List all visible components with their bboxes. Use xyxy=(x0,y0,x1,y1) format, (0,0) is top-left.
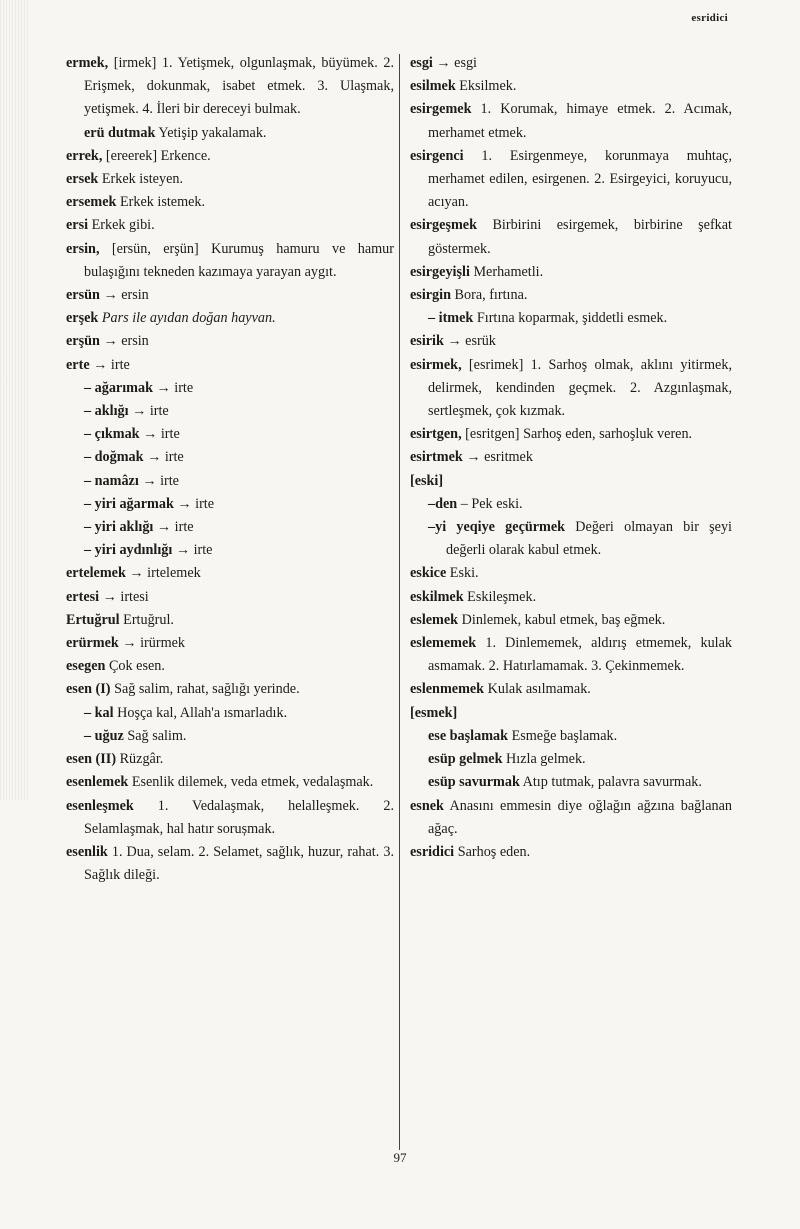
dictionary-subentry xyxy=(410,725,732,748)
definition: → irte xyxy=(138,472,179,489)
definition: → irte xyxy=(173,495,215,512)
definition: → irte xyxy=(89,356,130,373)
headword: esirtmek xyxy=(410,449,463,466)
headword: – aklığı xyxy=(84,403,129,420)
headword: esen (I) xyxy=(66,681,111,698)
definition: → irte xyxy=(153,519,194,536)
dictionary-entry xyxy=(66,191,394,214)
definition: Kulak asılmamak. xyxy=(484,681,591,698)
definition: Ertuğrul. xyxy=(119,611,174,628)
definition: Sağ salim, rahat, sağlığı yerinde. xyxy=(110,681,300,698)
dictionary-entry xyxy=(410,586,732,609)
definition: Çok esen. xyxy=(105,658,165,675)
scan-edge-shading xyxy=(0,0,30,800)
dictionary-entry xyxy=(66,655,394,678)
headword: ersi xyxy=(66,217,89,234)
headword: – yiri ağarmak xyxy=(84,495,174,512)
headword: – yiri aklığı xyxy=(84,519,154,536)
definition: Fırtına koparmak, şiddetli esmek. xyxy=(473,310,668,327)
dictionary-entry xyxy=(410,52,732,75)
headword: esirgenci xyxy=(410,147,464,164)
dictionary-subentry xyxy=(66,446,394,469)
definition: Bora, fırtına. xyxy=(450,287,528,304)
dictionary-entry xyxy=(410,145,732,215)
definition: Erkek gibi. xyxy=(88,217,155,234)
dictionary-subentry xyxy=(66,377,394,400)
dictionary-entry xyxy=(66,795,394,841)
definition: 1. Esirgenmeye, korunmaya muhtaç, merhamet edilen, esirgenen. 2. Esirgeyici, koruyucu, acıyan. xyxy=(428,147,732,211)
dictionary-entry xyxy=(66,609,394,632)
definition: → ersin xyxy=(99,333,149,350)
headword: esegen xyxy=(66,658,106,675)
definition: Yetişip yakalamak. xyxy=(155,124,267,141)
definition: [ersün, erşün] Kurumuş hamuru ve hamur bulaşığını tekneden kazımaya yarayan aygıt. xyxy=(84,240,394,280)
dictionary-entry xyxy=(66,354,394,377)
headword: ermek, xyxy=(66,55,109,71)
dictionary-entry xyxy=(66,238,394,284)
definition: Anasını emmesin diye oğlağın ağzına bağlanan ağaç. xyxy=(428,797,732,837)
dictionary-entry xyxy=(410,470,732,493)
dictionary-entry xyxy=(66,52,394,122)
dictionary-subentry xyxy=(66,702,394,725)
definition: Merhametli. xyxy=(469,263,544,280)
headword: erte xyxy=(66,356,90,373)
headword: esirik xyxy=(410,333,444,350)
running-head: esridici xyxy=(691,12,728,24)
dictionary-entry xyxy=(410,75,732,98)
definition: → esrük xyxy=(443,333,496,350)
headword: ertesi xyxy=(66,588,100,605)
headword: errek, xyxy=(66,147,103,164)
headword: – çıkmak xyxy=(84,426,140,443)
definition: Esmeğe başlamak. xyxy=(508,727,618,744)
definition: Pars ile ayıdan doğan hayvan. xyxy=(98,310,276,327)
dictionary-entry xyxy=(66,145,394,168)
headword: esirgin xyxy=(410,287,451,304)
dictionary-subentry xyxy=(410,307,732,330)
headword: ersin, xyxy=(66,240,100,257)
definition: Birbirini esirgemek, birbirine şefkat göstermek. xyxy=(428,217,732,257)
dictionary-entry xyxy=(410,678,732,701)
headword: ersemek xyxy=(66,194,117,211)
headword: ersün xyxy=(66,287,100,304)
headword: eslenmemek xyxy=(410,681,485,698)
headword: esenlemek xyxy=(66,774,129,791)
dictionary-subentry xyxy=(66,493,394,516)
headword: –den xyxy=(428,495,458,512)
dictionary-entry xyxy=(66,748,394,771)
headword: ersek xyxy=(66,171,99,188)
headword: –yi yeqiye geçürmek xyxy=(428,519,566,536)
headword: eslemek xyxy=(410,611,459,628)
headword: – kal xyxy=(84,704,114,721)
headword: – itmek xyxy=(428,310,474,327)
definition: [esrimek] 1. Sarhoş olmak, aklını yitirmek, delirmek, kendinden geçmek. 2. Azgınlaşmak, sertleşmek, çok kızmak. xyxy=(428,356,732,420)
headword: esridici xyxy=(410,843,455,860)
headword: esirtgen, xyxy=(410,426,462,443)
dictionary-entry xyxy=(66,168,394,191)
dictionary-entry xyxy=(410,841,732,864)
dictionary-entry xyxy=(410,261,732,284)
definition: → esgi xyxy=(432,55,477,71)
dictionary-entry xyxy=(66,841,394,887)
definition: → irte xyxy=(172,542,213,559)
headword: ese başlamak xyxy=(428,727,509,744)
definition: Hızla gelmek. xyxy=(502,751,586,768)
dictionary-entry xyxy=(410,562,732,585)
dictionary-entry xyxy=(66,214,394,237)
dictionary-entry xyxy=(66,586,394,609)
definition: – Pek eski. xyxy=(457,495,523,512)
definition: Eski. xyxy=(446,565,479,582)
definition: Rüzgâr. xyxy=(116,751,164,768)
definition: Erkek isteyen. xyxy=(98,171,184,188)
definition: Sarhoş eden. xyxy=(454,843,531,860)
headword: esüp gelmek xyxy=(428,751,503,768)
headword: eskilmek xyxy=(410,588,464,605)
headword: esirgemek xyxy=(410,101,472,118)
definition: → irtelemek xyxy=(125,565,201,582)
dictionary-entry xyxy=(410,423,732,446)
dictionary-entry xyxy=(66,307,394,330)
headword: [esmek] xyxy=(410,704,458,721)
dictionary-subentry xyxy=(66,400,394,423)
dictionary-subentry xyxy=(66,725,394,748)
dictionary-entry xyxy=(410,702,732,725)
headword: erü dutmak xyxy=(84,124,156,141)
definition: 1. Dinlememek, aldırış etmemek, kulak asmamak. 2. Hatırlamamak. 3. Çekinmemek. xyxy=(428,635,732,675)
headword: erürmek xyxy=(66,635,119,652)
headword: – yiri aydınlığı xyxy=(84,542,173,559)
definition: → irtesi xyxy=(99,588,149,605)
headword: esenlik xyxy=(66,843,108,860)
dictionary-entry xyxy=(66,562,394,585)
headword: esenleşmek xyxy=(66,797,134,814)
dictionary-entry xyxy=(66,678,394,701)
dictionary-entry xyxy=(66,330,394,353)
definition: → irürmek xyxy=(118,635,185,652)
dictionary-entry xyxy=(410,214,732,260)
dictionary-entry xyxy=(410,795,732,841)
dictionary-subentry xyxy=(410,771,732,794)
headword: eslememek xyxy=(410,635,477,652)
headword: erşek xyxy=(66,310,99,327)
dictionary-entry xyxy=(410,446,732,469)
dictionary-subentry xyxy=(66,423,394,446)
definition: 1. Korumak, himaye etmek. 2. Acımak, merhamet etmek. xyxy=(428,101,732,141)
headword: – namâzı xyxy=(84,472,139,489)
headword: – uğuz xyxy=(84,727,124,744)
dictionary-entry xyxy=(410,284,732,307)
headword: [eski] xyxy=(410,472,444,489)
definition: → esritmek xyxy=(462,449,533,466)
dictionary-subentry xyxy=(410,748,732,771)
page-number: 97 xyxy=(393,1150,407,1165)
definition: → irte xyxy=(128,403,169,420)
definition: 1. Vedalaşmak, helalleşmek. 2. Selamlaşmak, hal hatır sorușmak. xyxy=(84,797,394,837)
definition: Dinlemek, kabul etmek, baş eğmek. xyxy=(458,611,666,628)
definition: [ereerek] Erkence. xyxy=(102,147,211,164)
dictionary-subentry xyxy=(410,493,732,516)
definition: Sağ salim. xyxy=(123,727,187,744)
dictionary-entry xyxy=(410,354,732,424)
definition: Eksilmek. xyxy=(455,78,517,95)
definition: Erkek istemek. xyxy=(116,194,206,211)
dictionary-subentry xyxy=(66,516,394,539)
headword: esirgeyişli xyxy=(410,263,470,280)
definition: Esenlik dilemek, veda etmek, vedalaşmak. xyxy=(128,774,374,791)
dictionary-subentry xyxy=(66,470,394,493)
dictionary-entry xyxy=(410,330,732,353)
headword: esüp savurmak xyxy=(428,774,520,791)
headword: ertelemek xyxy=(66,565,126,582)
definition: → ersin xyxy=(99,287,149,304)
definition: [esritgen] Sarhoş eden, sarhoşluk veren. xyxy=(461,426,693,443)
definition: [irmek] 1. Yetişmek, olgunlaşmak, büyümek. 2. Erişmek, dokunmak, isabet etmek. 3. Ulaşmak, yetişmek. 4. İleri bir dereceyi bulmak. xyxy=(84,55,394,118)
left-column xyxy=(66,52,394,887)
definition: → irte xyxy=(143,449,184,466)
headword: esgi xyxy=(410,55,433,71)
dictionary-subentry xyxy=(66,122,394,145)
headword: esirgeşmek xyxy=(410,217,477,234)
headword: esnek xyxy=(410,797,444,814)
dictionary-entry xyxy=(410,98,732,144)
dictionary-entry xyxy=(66,632,394,655)
headword: esirmek, xyxy=(410,356,462,373)
definition: Atıp tutmak, palavra savurmak. xyxy=(519,774,702,791)
definition: Eskileşmek. xyxy=(463,588,537,605)
headword: erşün xyxy=(66,333,100,350)
definition: → irte xyxy=(152,379,194,396)
dictionary-entry xyxy=(66,771,394,794)
headword: Ertuğrul xyxy=(66,611,120,628)
dictionary-subentry xyxy=(66,539,394,562)
headword: – ağarımak xyxy=(84,379,153,396)
right-column xyxy=(410,52,732,864)
headword: esilmek xyxy=(410,78,456,95)
definition: Değeri olmayan bir şeyi değerli olarak kabul etmek. xyxy=(446,519,732,559)
dictionary-entry xyxy=(66,284,394,307)
dictionary-entry xyxy=(410,632,732,678)
definition: → irte xyxy=(139,426,180,443)
definition: Hoşça kal, Allah'a ısmarladık. xyxy=(113,704,288,721)
headword: esen (II) xyxy=(66,751,117,768)
dictionary-subentry xyxy=(410,516,732,562)
column-divider xyxy=(399,54,400,1150)
headword: eskice xyxy=(410,565,447,582)
headword: – doğmak xyxy=(84,449,144,466)
dictionary-entry xyxy=(410,609,732,632)
definition: 1. Dua, selam. 2. Selamet, sağlık, huzur, rahat. 3. Sağlık dileği. xyxy=(84,843,394,884)
